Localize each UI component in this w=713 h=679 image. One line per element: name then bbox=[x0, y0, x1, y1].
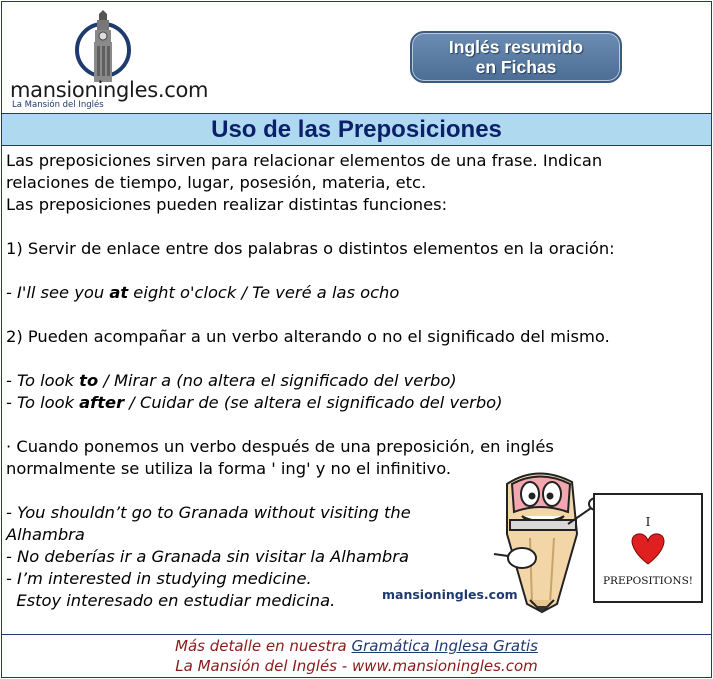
example-6: - I’m interested in studying medicine. bbox=[6, 569, 312, 588]
logo-subtitle: La Mansión del Inglés bbox=[12, 100, 104, 110]
intro-line-2: relaciones de tiempo, lugar, posesión, materia, etc. bbox=[6, 173, 427, 192]
point-1: 1) Servir de enlace entre dos palabras o distintos elementos en la oración: bbox=[6, 239, 615, 258]
prepositions-sign-icon bbox=[594, 494, 702, 602]
sign-bottom-text: PREPOSITIONS! bbox=[602, 575, 694, 587]
point-2: 2) Pueden acompañar a un verbo alterando o no el significado del mismo. bbox=[6, 327, 610, 346]
footer-line-2: La Mansión del Inglés - www.mansioningles.com bbox=[175, 657, 538, 675]
badge-line-2: en Fichas bbox=[475, 57, 557, 77]
example-3 bbox=[6, 392, 706, 414]
intro-line-3: Las preposiciones pueden realizar distintas funciones: bbox=[6, 195, 448, 214]
example-7: Estoy interesado en estudiar medicina. bbox=[6, 591, 336, 610]
grammar-link[interactable]: Gramática Inglesa Gratis bbox=[351, 637, 538, 655]
example-5: - No deberías ir a Granada sin visitar la Alhambra bbox=[6, 547, 409, 566]
title-bar bbox=[2, 113, 711, 146]
logo-name: mansioningles.com bbox=[10, 78, 209, 102]
fichas-badge-button[interactable] bbox=[410, 31, 622, 83]
intro-line-1: Las preposiciones sirven para relacionar elementos de una frase. Indican bbox=[6, 151, 603, 170]
note-line-2: normalmente se utiliza la forma ' ing' y no el infinitivo. bbox=[6, 459, 452, 478]
example-1-bold: at bbox=[109, 283, 129, 302]
footer bbox=[2, 634, 711, 677]
header bbox=[2, 2, 711, 112]
badge-line-1: Inglés resumido bbox=[448, 37, 584, 57]
footer-line-1 bbox=[2, 636, 711, 656]
example-3-pre: - To look bbox=[6, 393, 80, 412]
big-ben-logo-icon bbox=[72, 10, 134, 86]
example-2 bbox=[6, 370, 706, 392]
example-3-bold: after bbox=[79, 393, 125, 412]
example-3-post: / Cuidar de (se altera el significado del verbo) bbox=[124, 393, 503, 412]
example-2-post: / Mirar a (no altera el significado del verbo) bbox=[98, 371, 457, 390]
example-1-pre: - I'll see you bbox=[6, 283, 110, 302]
illustration-watermark: mansioningles.com bbox=[382, 587, 518, 602]
footer-line-1-text: Más detalle en nuestra bbox=[175, 637, 352, 655]
sign-top-text: I bbox=[645, 515, 651, 529]
example-1 bbox=[6, 282, 706, 304]
example-2-pre: - To look bbox=[6, 371, 80, 390]
example-2-bold: to bbox=[79, 371, 99, 390]
page-frame bbox=[1, 1, 712, 678]
example-4: - You shouldn’t go to Granada without visiting the Alhambra bbox=[6, 503, 411, 544]
note-line-1: · Cuando ponemos un verbo después de una preposición, en inglés bbox=[6, 437, 554, 456]
page-title: Uso de las Preposiciones bbox=[211, 116, 502, 143]
site-logo[interactable] bbox=[10, 8, 210, 108]
example-1-post: eight o'clock / Te veré a las ocho bbox=[128, 283, 400, 302]
